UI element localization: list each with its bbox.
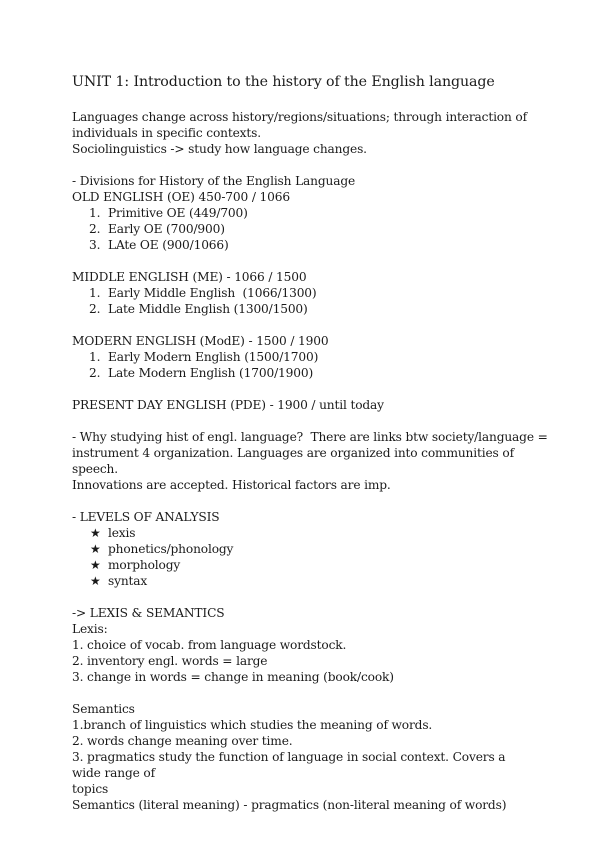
period-label: MIDDLE ENGLISH (ME) - 1066 / 1500	[72, 270, 307, 284]
levels-section	[72, 509, 532, 589]
intro-paragraph	[72, 109, 532, 157]
list-item-text: Early OE (700/900)	[108, 222, 225, 236]
period-label: PRESENT DAY ENGLISH (PDE) - 1900 / until today	[72, 398, 384, 412]
numbered-list	[72, 349, 532, 381]
star-list	[72, 525, 532, 589]
lexis-semantics-section	[72, 605, 532, 813]
list-item	[72, 301, 532, 317]
list-item	[72, 557, 532, 573]
list-item-text: Late Middle English (1300/1500)	[108, 302, 308, 316]
list-item	[72, 573, 532, 589]
list-item-text: syntax	[108, 574, 148, 588]
list-item	[72, 541, 532, 557]
list-number: 1.	[89, 286, 101, 300]
period-label: OLD ENGLISH (OE) 450-700 / 1066	[72, 190, 290, 204]
text-line: 1.branch of linguistics which studies the meaning of words.	[72, 718, 433, 732]
star-bullet-icon: ★	[90, 542, 101, 556]
text-line: 1. choice of vocab. from language wordstock.	[72, 638, 347, 652]
list-item	[72, 285, 532, 301]
text-line: 3. change in words = change in meaning (book/cook)	[72, 670, 394, 684]
text-line: Semantics (literal meaning) - pragmatics (non-literal meaning of words)	[72, 798, 507, 812]
text-line: Languages change across history/regions/situations; through interaction of	[72, 110, 527, 124]
star-bullet-icon: ★	[90, 558, 101, 572]
list-item-text: Early Modern English (1500/1700)	[108, 350, 319, 364]
list-item	[72, 349, 532, 365]
subheading: Lexis:	[72, 622, 108, 636]
period-label: MODERN ENGLISH (ModE) - 1500 / 1900	[72, 334, 329, 348]
list-number: 2.	[89, 366, 101, 380]
list-number: 2.	[89, 302, 101, 316]
numbered-list	[72, 285, 532, 317]
why-paragraph	[72, 429, 548, 493]
text-line: topics	[72, 782, 109, 796]
list-item	[72, 365, 532, 381]
list-item-text: Early Middle English (1066/1300)	[108, 286, 317, 300]
subheading: Semantics	[72, 702, 135, 716]
list-item-text: lexis	[108, 526, 136, 540]
numbered-list	[72, 205, 532, 253]
text-line: - Why studying hist of engl. language? There are links btw society/language =	[72, 430, 548, 444]
page-title: UNIT 1: Introduction to the history of the English language	[72, 74, 495, 90]
text-line: individuals in specific contexts.	[72, 126, 261, 140]
section-heading: - Divisions for History of the English Language	[72, 174, 356, 188]
list-number: 2.	[89, 222, 101, 236]
list-item	[72, 221, 532, 237]
list-item	[72, 525, 532, 541]
list-item	[72, 237, 532, 253]
list-item-text: Primitive OE (449/700)	[108, 206, 248, 220]
star-bullet-icon: ★	[90, 526, 101, 540]
list-item-text: morphology	[108, 558, 181, 572]
document-page	[72, 72, 548, 813]
list-number: 1.	[89, 350, 101, 364]
text-line: 3. pragmatics study the function of language in social context. Covers a wide range of	[72, 750, 506, 780]
list-item-text: LAte OE (900/1066)	[108, 238, 229, 252]
divisions-section	[72, 173, 532, 413]
list-item-text: phonetics/phonology	[108, 542, 234, 556]
list-item-text: Late Modern English (1700/1900)	[108, 366, 314, 380]
star-bullet-icon: ★	[90, 574, 101, 588]
list-number: 3.	[89, 238, 101, 252]
list-item	[72, 205, 532, 221]
list-number: 1.	[89, 206, 101, 220]
section-heading: -> LEXIS & SEMANTICS	[72, 606, 225, 620]
section-heading: - LEVELS OF ANALYSIS	[72, 510, 220, 524]
text-line: Innovations are accepted. Historical factors are imp.	[72, 478, 391, 492]
text-line: 2. inventory engl. words = large	[72, 654, 268, 668]
text-line: instrument 4 organization. Languages are organized into communities of speech.	[72, 446, 514, 476]
text-line: 2. words change meaning over time.	[72, 734, 293, 748]
text-line: Sociolinguistics -> study how language changes.	[72, 142, 367, 156]
